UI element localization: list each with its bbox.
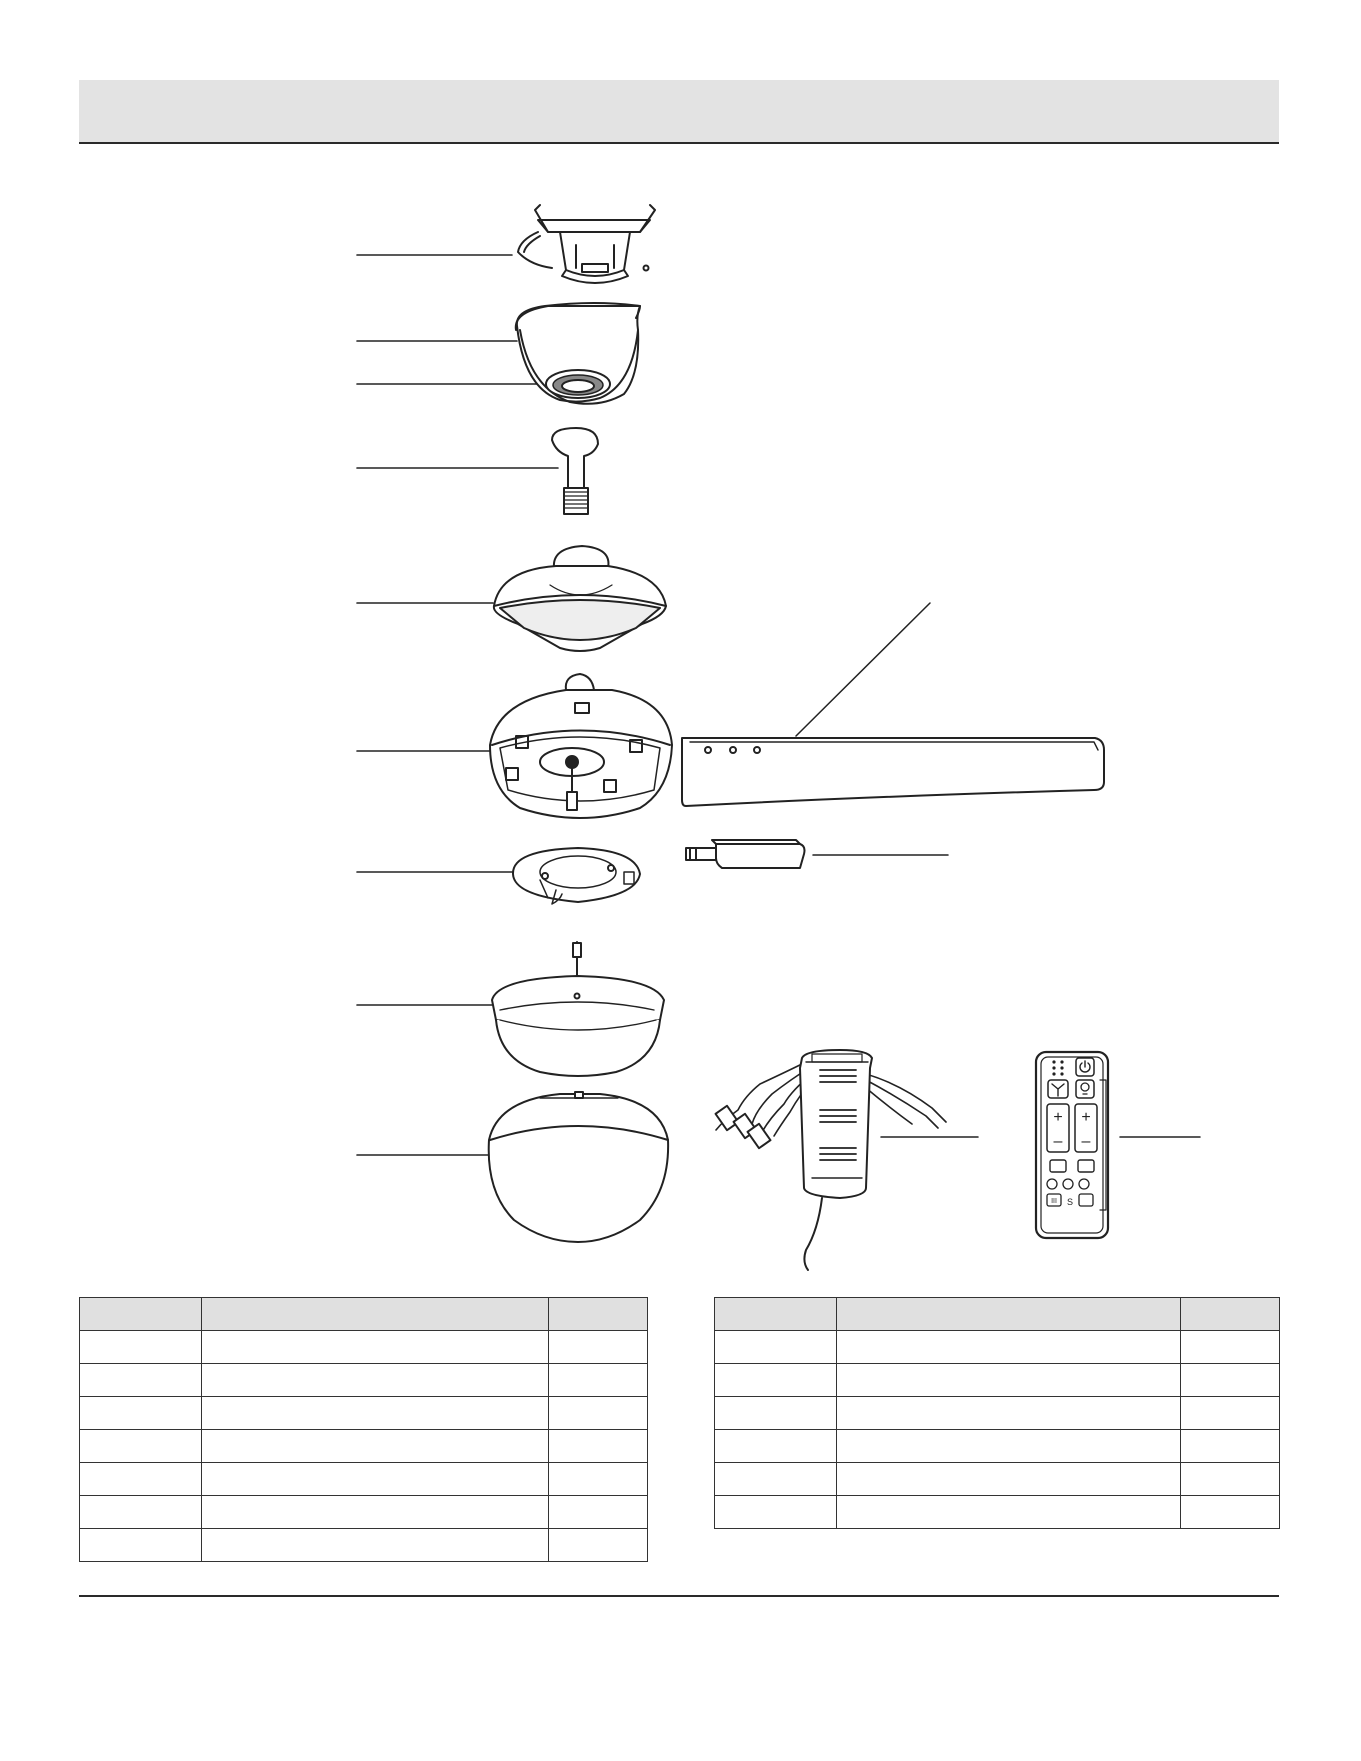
table-row (715, 1397, 1280, 1430)
table-cell (80, 1430, 202, 1463)
table-row (715, 1331, 1280, 1364)
column-header (80, 1298, 202, 1331)
canopy-drawing (516, 303, 640, 404)
motor-housing-drawing (490, 674, 672, 818)
downrod-drawing (552, 428, 598, 514)
table-cell (837, 1364, 1181, 1397)
fan-blade-drawing (682, 603, 1104, 806)
table-cell (549, 1496, 648, 1529)
table-cell (549, 1397, 648, 1430)
table-cell (549, 1430, 648, 1463)
table-cell (202, 1430, 549, 1463)
table-cell (549, 1331, 648, 1364)
table-cell (1181, 1430, 1280, 1463)
table-row (80, 1397, 648, 1430)
parts-table-left (79, 1297, 648, 1562)
mounting-bracket-drawing (518, 205, 655, 283)
table-cell (715, 1496, 837, 1529)
light-minus-label: – (1081, 1133, 1091, 1150)
table-cell (837, 1397, 1181, 1430)
switch-housing-plate-drawing (513, 848, 640, 904)
table-cell (1181, 1463, 1280, 1496)
receiver-drawing (716, 1050, 978, 1270)
table-cell (1181, 1496, 1280, 1529)
table-cell (80, 1397, 202, 1430)
table-cell (202, 1463, 549, 1496)
table-cell (715, 1364, 837, 1397)
table-cell (1181, 1331, 1280, 1364)
table-cell (837, 1430, 1181, 1463)
table-row (80, 1331, 648, 1364)
table-header-row (80, 1298, 648, 1331)
coupling-cover-drawing (494, 546, 666, 651)
table-cell (715, 1430, 837, 1463)
table-cell (1181, 1364, 1280, 1397)
light-kit-drawing (492, 942, 664, 1076)
table-cell (1181, 1397, 1280, 1430)
table-row (715, 1430, 1280, 1463)
blade-leader-line (796, 603, 930, 736)
table-row (715, 1463, 1280, 1496)
table-cell (837, 1463, 1181, 1496)
remote-control-drawing (1036, 1052, 1200, 1238)
table-cell (549, 1364, 648, 1397)
table-row (715, 1364, 1280, 1397)
glass-bowl-drawing (489, 1092, 668, 1242)
table-row (80, 1529, 648, 1562)
table-cell (549, 1529, 648, 1562)
blade-bracket-drawing (686, 840, 948, 868)
table-cell (202, 1529, 549, 1562)
table-row (715, 1496, 1280, 1529)
table-cell (837, 1496, 1181, 1529)
s-label: S (1066, 1197, 1074, 1207)
table-cell (80, 1496, 202, 1529)
column-header (1181, 1298, 1280, 1331)
table-cell (80, 1463, 202, 1496)
table-row (80, 1430, 648, 1463)
parts-table-right (714, 1297, 1280, 1529)
fan-minus-label: – (1053, 1133, 1063, 1150)
table-cell (80, 1364, 202, 1397)
table-row (80, 1463, 648, 1496)
table-cell (202, 1496, 549, 1529)
column-header (837, 1298, 1181, 1331)
table-cell (715, 1397, 837, 1430)
table-cell (837, 1331, 1181, 1364)
table-cell (80, 1331, 202, 1364)
table-cell (202, 1331, 549, 1364)
table-row (80, 1364, 648, 1397)
table-header-row (715, 1298, 1280, 1331)
table-row (80, 1496, 648, 1529)
table-cell (80, 1529, 202, 1562)
column-header (202, 1298, 549, 1331)
fan-plus-label: + (1053, 1109, 1063, 1126)
light-plus-label: + (1081, 1109, 1091, 1126)
timer-label: III (1051, 1198, 1057, 1205)
table-cell (549, 1463, 648, 1496)
column-header (549, 1298, 648, 1331)
table-cell (202, 1397, 549, 1430)
table-cell (715, 1331, 837, 1364)
footer-rule (79, 1595, 1279, 1597)
table-cell (715, 1463, 837, 1496)
table-cell (202, 1364, 549, 1397)
column-header (715, 1298, 837, 1331)
